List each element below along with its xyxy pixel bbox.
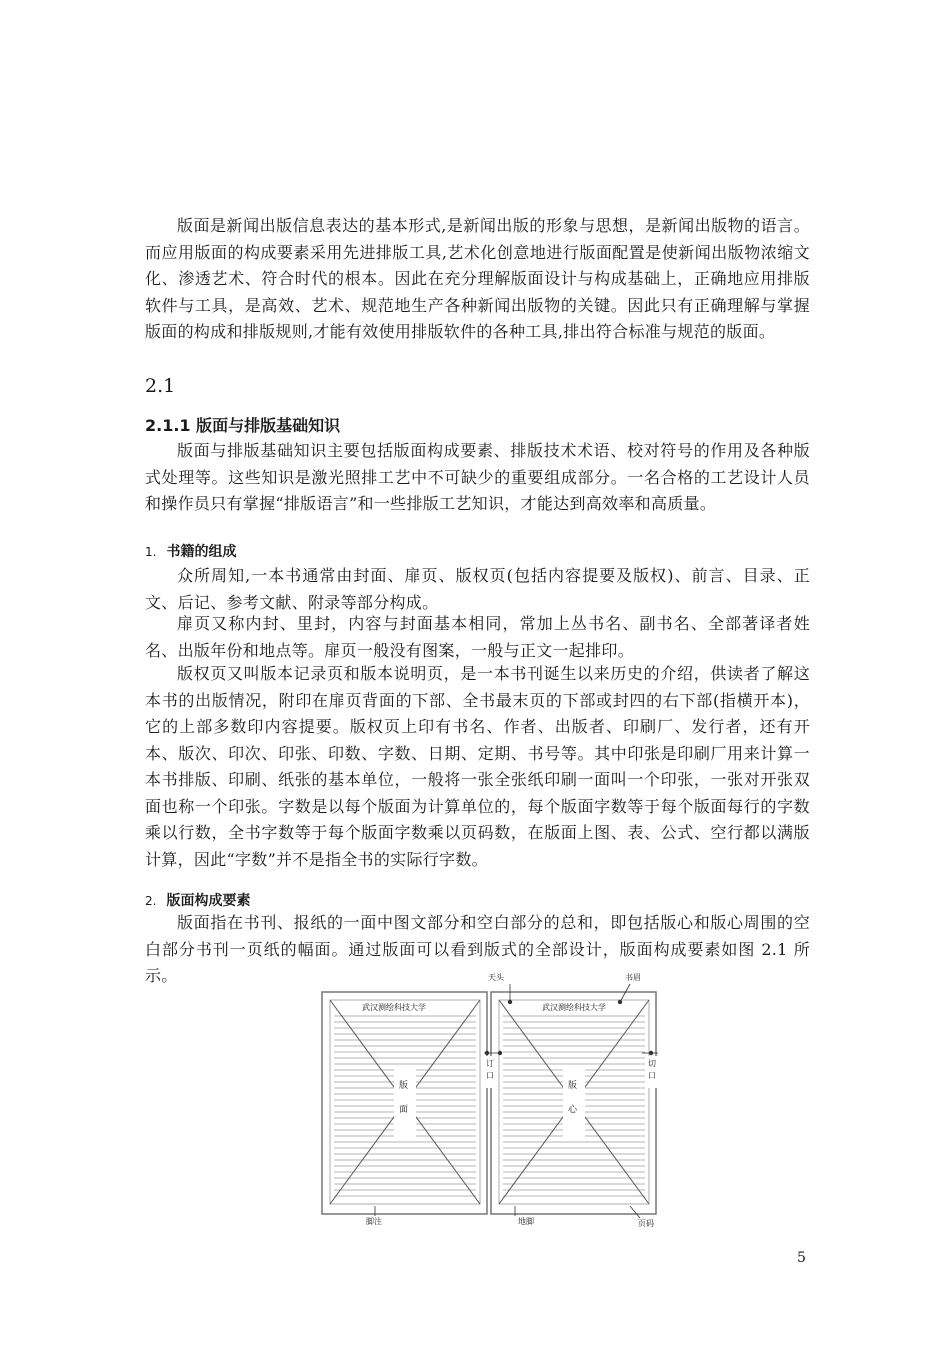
intro-paragraph: 版面是新闻出版信息表达的基本形式,是新闻出版的形象与思想，是新闻出版物的语言。而应用版面的构成要素采用先进排版工具,艺术化创意地进行版面配置是使新闻出版物浓缩文化、渗透艺术、符合时代的根本。因此在充分理解版面设计与构成基础上，正确地应用排版软件与工具，是高效、艺术、规范地生产各种新闻出版物的关键。因此只有正确理解与掌握版面的构成和排版规则,才能有效使用排版软件的各种工具,排出符合标准与规范的版面。: [145, 216, 810, 341]
sub1-paragraph-2: 扉页又称内封、里封，内容与封面基本相同，常加上丛书名、副书名、全部著译者姓名、出版年份和地点等。扉页一般没有图案，一般与正文一起排印。: [145, 614, 810, 660]
label-bottom-margin: 地脚: [518, 1217, 534, 1226]
label-footnote: 脚注: [366, 1217, 382, 1226]
subsection-1-number: 1.: [145, 545, 157, 559]
chapter-heading: 2.1: [145, 375, 176, 397]
page-number: 5: [797, 1250, 806, 1266]
subsection-1-title: 书籍的组成: [166, 544, 237, 560]
sub2-paragraph-1: 版面指在书刊、报纸的一面中图文部分和空白部分的总和，即包括版心和版心周围的空白部分书刊一页纸的幅面。通过版面可以看到版式的全部设计，版面构成要素如图 2.1 所示。: [145, 913, 810, 985]
sub1-paragraph-3: 版权页又叫版本记录页和版本说明页，是一本书刊诞生以来历史的介绍，供读者了解这本书的出版情况，附印在扉页背面的下部、全书最末页的下部或封四的右下部(指横开本)，它的上部多数印内容提要。版权页上印有书名、作者、出版者、印刷厂、发行者，还有开本、版次、印次、印张、印数、字数、日期、定期、书号等。其中印张是印刷厂用来计算一本书排版、印刷、纸张的基本单位，一般将一张全张纸印刷一面叫一个印张，一张对开张双面也称一个印张。字数是以每个版面为计算单位的，每个版面字数等于每个版面每行的字数乘以行数，全书字数等于每个版面字数乘以页码数，在版面上图、表、公式、空行都以满版计算，因此“字数”并不是指全书的实际行字数。: [145, 664, 810, 869]
label-running-head: 书眉: [625, 973, 641, 982]
left-page-header: 武汉测绘科技大学: [362, 1003, 426, 1012]
label-cut-margin: 切口: [648, 1059, 656, 1080]
section-paragraph: 版面与排版基础知识主要包括版面构成要素、排版技术术语、校对符号的作用及各种版式处理等。这些知识是激光照排工艺中不可缺少的重要组成部分。一名合格的工艺设计人员和操作员只有掌握“排版语言”和一些排版工艺知识，才能达到高效率和高质量。: [145, 441, 810, 513]
sub1-paragraph-1: 众所周知,一本书通常由封面、扉页、版权页(包括内容提要及版权)、前言、目录、正文、后记、参考文献、附录等部分构成。: [145, 566, 810, 612]
section-heading: 2.1.1 版面与排版基础知识: [145, 416, 341, 435]
label-type-area: 版心: [568, 1081, 578, 1115]
subsection-2-title: 版面构成要素: [166, 893, 251, 909]
label-binding-margin: 订口: [486, 1059, 494, 1080]
subsection-2-heading: [145, 890, 250, 910]
label-top-margin: 天头: [488, 973, 504, 982]
label-page-number: 页码: [638, 1219, 654, 1228]
label-layout: 版面: [399, 1081, 409, 1115]
layout-elements-figure: [320, 972, 660, 1232]
right-page-header: 武汉测绘科技大学: [542, 1003, 606, 1012]
subsection-2-number: 2.: [145, 894, 157, 908]
subsection-1-heading: [145, 541, 236, 561]
